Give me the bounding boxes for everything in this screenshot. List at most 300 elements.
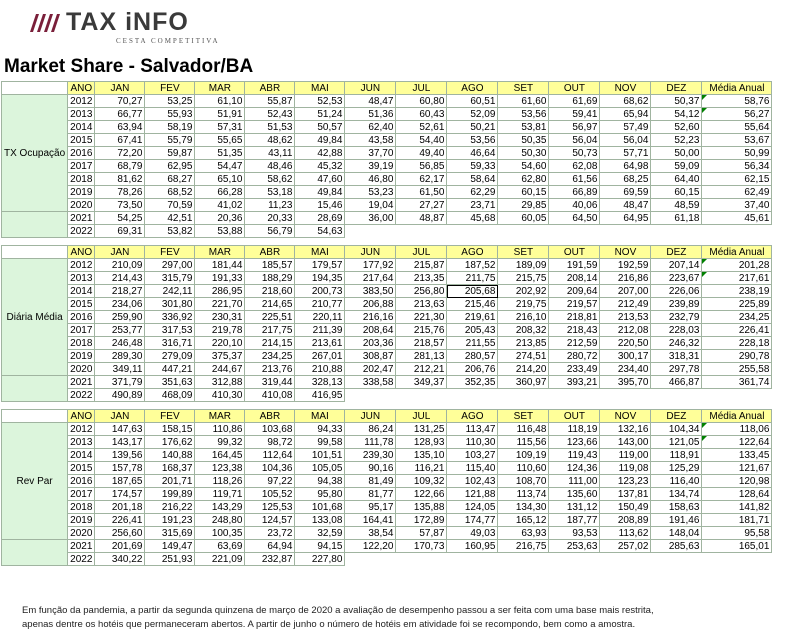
data-cell[interactable]: 121,05 xyxy=(651,436,702,449)
data-cell[interactable]: 208,14 xyxy=(549,272,600,285)
data-cell[interactable]: 256,80 xyxy=(396,285,447,298)
data-cell[interactable]: 143,17 xyxy=(95,436,145,449)
year-cell[interactable]: 2013 xyxy=(68,436,95,449)
data-cell[interactable]: 211,39 xyxy=(295,324,345,337)
data-cell[interactable]: 340,22 xyxy=(95,553,145,566)
data-cell[interactable]: 70,27 xyxy=(95,95,145,108)
data-cell[interactable]: 124,05 xyxy=(447,501,498,514)
data-cell[interactable]: 297,78 xyxy=(651,363,702,376)
column-header-1[interactable]: JAN xyxy=(95,410,145,423)
data-cell[interactable] xyxy=(600,225,651,238)
data-cell[interactable]: 211,55 xyxy=(447,337,498,350)
data-cell[interactable]: 179,57 xyxy=(295,259,345,272)
data-cell[interactable]: 56,97 xyxy=(549,121,600,134)
data-cell[interactable]: 56,85 xyxy=(396,160,447,173)
data-cell[interactable]: 160,95 xyxy=(447,540,498,553)
column-header-5[interactable]: MAI xyxy=(295,410,345,423)
data-cell[interactable]: 349,11 xyxy=(95,363,145,376)
data-cell[interactable] xyxy=(549,225,600,238)
data-cell[interactable]: 67,41 xyxy=(95,134,145,147)
column-header-6[interactable]: JUN xyxy=(345,410,396,423)
data-cell[interactable]: 234,25 xyxy=(245,350,295,363)
data-cell[interactable]: 213,35 xyxy=(396,272,447,285)
data-cell[interactable]: 45,32 xyxy=(295,160,345,173)
data-cell[interactable]: 214,65 xyxy=(245,298,295,311)
data-cell[interactable]: 113,47 xyxy=(447,423,498,436)
year-cell[interactable]: 2018 xyxy=(68,173,95,186)
data-cell[interactable] xyxy=(447,389,498,402)
data-cell[interactable]: 336,92 xyxy=(145,311,195,324)
data-cell[interactable]: 23,71 xyxy=(447,199,498,212)
data-cell[interactable]: 60,80 xyxy=(396,95,447,108)
data-cell[interactable]: 135,88 xyxy=(396,501,447,514)
data-cell[interactable]: 316,71 xyxy=(145,337,195,350)
data-cell[interactable]: 53,23 xyxy=(345,186,396,199)
data-cell[interactable] xyxy=(447,553,498,566)
data-cell[interactable]: 174,57 xyxy=(95,488,145,501)
data-cell[interactable]: 48,87 xyxy=(396,212,447,225)
data-cell[interactable]: 168,37 xyxy=(145,462,195,475)
data-cell[interactable]: 63,94 xyxy=(95,121,145,134)
data-cell[interactable]: 98,72 xyxy=(245,436,295,449)
data-cell[interactable]: 189,09 xyxy=(498,259,549,272)
data-cell[interactable]: 52,09 xyxy=(447,108,498,121)
data-cell[interactable]: 49,03 xyxy=(447,527,498,540)
data-cell[interactable]: 246,48 xyxy=(95,337,145,350)
column-header-4[interactable]: ABR xyxy=(245,82,295,95)
data-cell[interactable]: 68,52 xyxy=(145,186,195,199)
annual-average-cell[interactable]: 62,15 xyxy=(702,173,772,186)
data-cell[interactable]: 181,44 xyxy=(195,259,245,272)
data-cell[interactable]: 226,41 xyxy=(95,514,145,527)
data-cell[interactable]: 253,77 xyxy=(95,324,145,337)
data-cell[interactable]: 349,37 xyxy=(396,376,447,389)
data-cell[interactable]: 201,71 xyxy=(145,475,195,488)
data-cell[interactable]: 150,49 xyxy=(600,501,651,514)
data-cell[interactable]: 191,59 xyxy=(549,259,600,272)
annual-average-cell[interactable]: 120,98 xyxy=(702,475,772,488)
data-cell[interactable]: 119,00 xyxy=(600,449,651,462)
data-cell[interactable]: 158,63 xyxy=(651,501,702,514)
data-cell[interactable]: 53,88 xyxy=(195,225,245,238)
annual-average-cell[interactable]: 58,76 xyxy=(702,95,772,108)
data-cell[interactable]: 60,51 xyxy=(447,95,498,108)
data-cell[interactable]: 115,40 xyxy=(447,462,498,475)
column-header-1[interactable]: JAN xyxy=(95,246,145,259)
column-header-0[interactable]: ANO xyxy=(68,82,95,95)
data-cell[interactable]: 218,27 xyxy=(95,285,145,298)
year-cell[interactable]: 2016 xyxy=(68,475,95,488)
data-cell[interactable]: 213,61 xyxy=(295,337,345,350)
data-cell[interactable]: 158,15 xyxy=(145,423,195,436)
data-cell[interactable]: 216,75 xyxy=(498,540,549,553)
annual-average-cell[interactable]: 290,78 xyxy=(702,350,772,363)
column-header-10[interactable]: OUT xyxy=(549,246,600,259)
data-cell[interactable]: 125,53 xyxy=(245,501,295,514)
data-cell[interactable]: 132,16 xyxy=(600,423,651,436)
data-cell[interactable]: 57,87 xyxy=(396,527,447,540)
data-cell[interactable]: 55,93 xyxy=(145,108,195,121)
annual-average-cell[interactable]: 238,19 xyxy=(702,285,772,298)
annual-average-cell[interactable]: 201,28 xyxy=(702,259,772,272)
data-cell[interactable]: 99,32 xyxy=(195,436,245,449)
column-header-2[interactable]: FEV xyxy=(145,82,195,95)
data-cell[interactable]: 218,43 xyxy=(549,324,600,337)
data-cell[interactable]: 244,67 xyxy=(195,363,245,376)
data-cell[interactable]: 191,46 xyxy=(651,514,702,527)
annual-average-cell[interactable]: 56,27 xyxy=(702,108,772,121)
data-cell[interactable]: 103,68 xyxy=(245,423,295,436)
data-cell[interactable]: 215,87 xyxy=(396,259,447,272)
annual-average-cell[interactable]: 53,67 xyxy=(702,134,772,147)
data-cell[interactable]: 416,95 xyxy=(295,389,345,402)
annual-average-cell[interactable]: 234,25 xyxy=(702,311,772,324)
data-cell[interactable]: 60,15 xyxy=(651,186,702,199)
data-cell[interactable]: 48,47 xyxy=(345,95,396,108)
data-cell[interactable]: 185,57 xyxy=(245,259,295,272)
data-cell[interactable]: 66,28 xyxy=(195,186,245,199)
data-cell[interactable]: 216,16 xyxy=(345,311,396,324)
data-cell[interactable]: 62,29 xyxy=(447,186,498,199)
data-cell[interactable]: 62,80 xyxy=(498,173,549,186)
data-cell[interactable]: 137,81 xyxy=(600,488,651,501)
data-cell[interactable]: 115,56 xyxy=(498,436,549,449)
column-header-13[interactable]: Média Anual xyxy=(702,82,772,95)
data-cell[interactable]: 124,57 xyxy=(245,514,295,527)
data-cell[interactable]: 139,56 xyxy=(95,449,145,462)
data-cell[interactable]: 187,52 xyxy=(447,259,498,272)
data-cell[interactable]: 210,88 xyxy=(295,363,345,376)
data-cell[interactable]: 227,80 xyxy=(295,553,345,566)
data-cell[interactable]: 328,13 xyxy=(295,376,345,389)
year-cell[interactable]: 2014 xyxy=(68,121,95,134)
data-cell[interactable]: 233,49 xyxy=(549,363,600,376)
data-cell[interactable]: 43,11 xyxy=(245,147,295,160)
data-cell[interactable]: 134,30 xyxy=(498,501,549,514)
data-cell[interactable]: 170,73 xyxy=(396,540,447,553)
data-cell[interactable]: 104,34 xyxy=(651,423,702,436)
year-cell[interactable]: 2015 xyxy=(68,134,95,147)
data-cell[interactable]: 191,23 xyxy=(145,514,195,527)
column-header-0[interactable]: ANO xyxy=(68,246,95,259)
annual-average-cell[interactable]: 255,58 xyxy=(702,363,772,376)
data-cell[interactable]: 100,35 xyxy=(195,527,245,540)
data-cell[interactable]: 239,89 xyxy=(651,298,702,311)
data-cell[interactable]: 65,94 xyxy=(600,108,651,121)
data-cell[interactable]: 205,68 xyxy=(447,285,498,298)
data-cell[interactable]: 48,62 xyxy=(245,134,295,147)
data-cell[interactable]: 351,63 xyxy=(145,376,195,389)
data-cell[interactable]: 225,51 xyxy=(245,311,295,324)
data-cell[interactable] xyxy=(498,225,549,238)
column-header-10[interactable]: OUT xyxy=(549,82,600,95)
data-cell[interactable]: 123,23 xyxy=(600,475,651,488)
data-cell[interactable]: 95,80 xyxy=(295,488,345,501)
data-cell[interactable]: 218,81 xyxy=(549,311,600,324)
data-cell[interactable]: 208,89 xyxy=(600,514,651,527)
data-cell[interactable] xyxy=(651,553,702,566)
data-cell[interactable]: 134,74 xyxy=(651,488,702,501)
data-cell[interactable]: 116,40 xyxy=(651,475,702,488)
data-cell[interactable]: 48,46 xyxy=(245,160,295,173)
year-cell[interactable]: 2013 xyxy=(68,272,95,285)
data-cell[interactable]: 68,62 xyxy=(600,95,651,108)
data-cell[interactable]: 43,58 xyxy=(345,134,396,147)
data-cell[interactable]: 216,86 xyxy=(600,272,651,285)
data-cell[interactable]: 157,78 xyxy=(95,462,145,475)
data-cell[interactable]: 53,25 xyxy=(145,95,195,108)
annual-average-cell[interactable] xyxy=(702,225,772,238)
data-cell[interactable]: 213,85 xyxy=(498,337,549,350)
data-cell[interactable]: 56,04 xyxy=(600,134,651,147)
data-cell[interactable]: 39,19 xyxy=(345,160,396,173)
data-cell[interactable]: 62,40 xyxy=(345,121,396,134)
data-cell[interactable]: 128,93 xyxy=(396,436,447,449)
data-cell[interactable]: 352,35 xyxy=(447,376,498,389)
annual-average-cell[interactable]: 128,64 xyxy=(702,488,772,501)
column-header-4[interactable]: ABR xyxy=(245,246,295,259)
data-cell[interactable] xyxy=(498,389,549,402)
data-cell[interactable]: 466,87 xyxy=(651,376,702,389)
data-cell[interactable] xyxy=(498,553,549,566)
data-cell[interactable]: 116,21 xyxy=(396,462,447,475)
data-cell[interactable]: 172,89 xyxy=(396,514,447,527)
data-cell[interactable]: 50,21 xyxy=(447,121,498,134)
data-cell[interactable]: 52,61 xyxy=(396,121,447,134)
data-cell[interactable]: 319,44 xyxy=(245,376,295,389)
data-cell[interactable] xyxy=(549,553,600,566)
data-cell[interactable]: 118,91 xyxy=(651,449,702,462)
data-cell[interactable]: 61,18 xyxy=(651,212,702,225)
data-cell[interactable]: 490,89 xyxy=(95,389,145,402)
year-cell[interactable]: 2022 xyxy=(68,553,95,566)
data-cell[interactable]: 253,63 xyxy=(549,540,600,553)
data-cell[interactable]: 226,06 xyxy=(651,285,702,298)
data-cell[interactable]: 410,30 xyxy=(195,389,245,402)
data-cell[interactable]: 206,76 xyxy=(447,363,498,376)
data-cell[interactable]: 69,59 xyxy=(600,186,651,199)
data-cell[interactable]: 58,64 xyxy=(447,173,498,186)
data-cell[interactable]: 119,71 xyxy=(195,488,245,501)
data-cell[interactable]: 102,43 xyxy=(447,475,498,488)
data-cell[interactable]: 48,47 xyxy=(600,199,651,212)
data-cell[interactable]: 203,36 xyxy=(345,337,396,350)
data-cell[interactable]: 212,49 xyxy=(600,298,651,311)
data-cell[interactable]: 50,37 xyxy=(651,95,702,108)
data-cell[interactable]: 59,09 xyxy=(651,160,702,173)
data-cell[interactable]: 113,62 xyxy=(600,527,651,540)
data-cell[interactable]: 72,20 xyxy=(95,147,145,160)
year-cell[interactable]: 2017 xyxy=(68,324,95,337)
data-cell[interactable]: 113,74 xyxy=(498,488,549,501)
year-cell[interactable]: 2020 xyxy=(68,527,95,540)
data-cell[interactable]: 338,58 xyxy=(345,376,396,389)
data-cell[interactable]: 23,72 xyxy=(245,527,295,540)
data-cell[interactable]: 123,38 xyxy=(195,462,245,475)
column-header-12[interactable]: DEZ xyxy=(651,82,702,95)
column-header-1[interactable]: JAN xyxy=(95,82,145,95)
data-cell[interactable]: 143,29 xyxy=(195,501,245,514)
data-cell[interactable]: 187,65 xyxy=(95,475,145,488)
column-header-8[interactable]: AGO xyxy=(447,410,498,423)
year-cell[interactable]: 2017 xyxy=(68,488,95,501)
data-cell[interactable]: 176,62 xyxy=(145,436,195,449)
data-cell[interactable]: 214,20 xyxy=(498,363,549,376)
annual-average-cell[interactable]: 181,71 xyxy=(702,514,772,527)
data-cell[interactable]: 111,78 xyxy=(345,436,396,449)
data-cell[interactable]: 99,58 xyxy=(295,436,345,449)
data-cell[interactable]: 57,31 xyxy=(195,121,245,134)
data-cell[interactable]: 164,41 xyxy=(345,514,396,527)
data-cell[interactable]: 315,69 xyxy=(145,527,195,540)
data-cell[interactable]: 468,09 xyxy=(145,389,195,402)
data-cell[interactable]: 318,31 xyxy=(651,350,702,363)
data-cell[interactable]: 215,75 xyxy=(498,272,549,285)
data-cell[interactable] xyxy=(396,225,447,238)
data-cell[interactable]: 251,93 xyxy=(145,553,195,566)
data-cell[interactable]: 62,17 xyxy=(396,173,447,186)
data-cell[interactable]: 192,59 xyxy=(600,259,651,272)
data-cell[interactable]: 207,00 xyxy=(600,285,651,298)
data-cell[interactable] xyxy=(651,225,702,238)
data-cell[interactable]: 214,15 xyxy=(245,337,295,350)
data-cell[interactable]: 58,19 xyxy=(145,121,195,134)
annual-average-cell[interactable]: 50,99 xyxy=(702,147,772,160)
column-header-0[interactable]: ANO xyxy=(68,410,95,423)
data-cell[interactable]: 65,10 xyxy=(195,173,245,186)
data-cell[interactable]: 274,51 xyxy=(498,350,549,363)
column-header-11[interactable]: NOV xyxy=(600,246,651,259)
data-cell[interactable]: 210,77 xyxy=(295,298,345,311)
annual-average-cell[interactable]: 121,67 xyxy=(702,462,772,475)
data-cell[interactable]: 61,50 xyxy=(396,186,447,199)
annual-average-cell[interactable]: 141,82 xyxy=(702,501,772,514)
data-cell[interactable]: 68,25 xyxy=(600,173,651,186)
data-cell[interactable]: 280,57 xyxy=(447,350,498,363)
data-cell[interactable]: 242,11 xyxy=(145,285,195,298)
data-cell[interactable]: 220,11 xyxy=(295,311,345,324)
data-cell[interactable]: 218,60 xyxy=(245,285,295,298)
annual-average-cell[interactable]: 55,64 xyxy=(702,121,772,134)
column-header-9[interactable]: SET xyxy=(498,246,549,259)
year-cell[interactable]: 2012 xyxy=(68,259,95,272)
data-cell[interactable]: 220,10 xyxy=(195,337,245,350)
data-cell[interactable]: 131,25 xyxy=(396,423,447,436)
data-cell[interactable]: 234,40 xyxy=(600,363,651,376)
data-cell[interactable]: 221,09 xyxy=(195,553,245,566)
data-cell[interactable]: 52,60 xyxy=(651,121,702,134)
data-cell[interactable]: 371,79 xyxy=(95,376,145,389)
year-cell[interactable]: 2018 xyxy=(68,501,95,514)
data-cell[interactable]: 56,04 xyxy=(549,134,600,147)
data-cell[interactable] xyxy=(396,553,447,566)
data-cell[interactable]: 68,79 xyxy=(95,160,145,173)
data-cell[interactable]: 280,72 xyxy=(549,350,600,363)
data-cell[interactable]: 50,57 xyxy=(295,121,345,134)
data-cell[interactable]: 375,37 xyxy=(195,350,245,363)
data-cell[interactable]: 41,02 xyxy=(195,199,245,212)
data-cell[interactable]: 20,36 xyxy=(195,212,245,225)
annual-average-cell[interactable]: 165,01 xyxy=(702,540,772,553)
annual-average-cell[interactable]: 62,49 xyxy=(702,186,772,199)
section-label[interactable]: TX Ocupação xyxy=(2,95,68,212)
data-cell[interactable]: 191,33 xyxy=(195,272,245,285)
data-cell[interactable]: 109,32 xyxy=(396,475,447,488)
data-cell[interactable] xyxy=(396,389,447,402)
annual-average-cell[interactable]: 122,64 xyxy=(702,436,772,449)
data-cell[interactable]: 149,47 xyxy=(145,540,195,553)
data-cell[interactable]: 97,22 xyxy=(245,475,295,488)
data-cell[interactable]: 53,81 xyxy=(498,121,549,134)
data-cell[interactable]: 11,23 xyxy=(245,199,295,212)
data-cell[interactable]: 125,29 xyxy=(651,462,702,475)
data-cell[interactable]: 78,26 xyxy=(95,186,145,199)
data-cell[interactable]: 410,08 xyxy=(245,389,295,402)
data-cell[interactable]: 286,95 xyxy=(195,285,245,298)
data-cell[interactable]: 60,05 xyxy=(498,212,549,225)
year-cell[interactable]: 2014 xyxy=(68,449,95,462)
data-cell[interactable]: 188,29 xyxy=(245,272,295,285)
data-cell[interactable]: 104,36 xyxy=(245,462,295,475)
data-cell[interactable]: 165,12 xyxy=(498,514,549,527)
data-cell[interactable]: 51,24 xyxy=(295,108,345,121)
data-cell[interactable]: 219,75 xyxy=(498,298,549,311)
data-cell[interactable]: 40,06 xyxy=(549,199,600,212)
data-cell[interactable]: 53,18 xyxy=(245,186,295,199)
year-cell[interactable]: 2020 xyxy=(68,363,95,376)
column-header-2[interactable]: FEV xyxy=(145,246,195,259)
data-cell[interactable]: 210,09 xyxy=(95,259,145,272)
data-cell[interactable]: 122,66 xyxy=(396,488,447,501)
data-cell[interactable]: 116,48 xyxy=(498,423,549,436)
annual-average-cell[interactable]: 118,06 xyxy=(702,423,772,436)
data-cell[interactable]: 301,80 xyxy=(145,298,195,311)
data-cell[interactable]: 59,41 xyxy=(549,108,600,121)
data-cell[interactable]: 105,05 xyxy=(295,462,345,475)
annual-average-cell[interactable]: 228,18 xyxy=(702,337,772,350)
data-cell[interactable]: 230,31 xyxy=(195,311,245,324)
data-cell[interactable]: 36,00 xyxy=(345,212,396,225)
data-cell[interactable]: 51,53 xyxy=(245,121,295,134)
data-cell[interactable]: 447,21 xyxy=(145,363,195,376)
data-cell[interactable]: 218,57 xyxy=(396,337,447,350)
data-cell[interactable]: 219,78 xyxy=(195,324,245,337)
year-cell[interactable]: 2014 xyxy=(68,285,95,298)
year-cell[interactable]: 2013 xyxy=(68,108,95,121)
column-header-11[interactable]: NOV xyxy=(600,410,651,423)
year-cell[interactable]: 2019 xyxy=(68,350,95,363)
data-cell[interactable]: 105,52 xyxy=(245,488,295,501)
data-cell[interactable]: 57,71 xyxy=(600,147,651,160)
data-cell[interactable]: 20,33 xyxy=(245,212,295,225)
data-cell[interactable]: 66,89 xyxy=(549,186,600,199)
annual-average-cell[interactable]: 45,61 xyxy=(702,212,772,225)
data-cell[interactable]: 216,22 xyxy=(145,501,195,514)
data-cell[interactable]: 52,43 xyxy=(245,108,295,121)
data-cell[interactable]: 63,69 xyxy=(195,540,245,553)
data-cell[interactable]: 53,82 xyxy=(145,225,195,238)
data-cell[interactable]: 220,50 xyxy=(600,337,651,350)
year-cell[interactable]: 2018 xyxy=(68,337,95,350)
data-cell[interactable]: 48,59 xyxy=(651,199,702,212)
data-cell[interactable]: 202,92 xyxy=(498,285,549,298)
data-cell[interactable]: 90,16 xyxy=(345,462,396,475)
data-cell[interactable]: 219,61 xyxy=(447,311,498,324)
column-header-13[interactable]: Média Anual xyxy=(702,246,772,259)
data-cell[interactable]: 49,84 xyxy=(295,134,345,147)
data-cell[interactable]: 200,73 xyxy=(295,285,345,298)
data-cell[interactable]: 312,88 xyxy=(195,376,245,389)
